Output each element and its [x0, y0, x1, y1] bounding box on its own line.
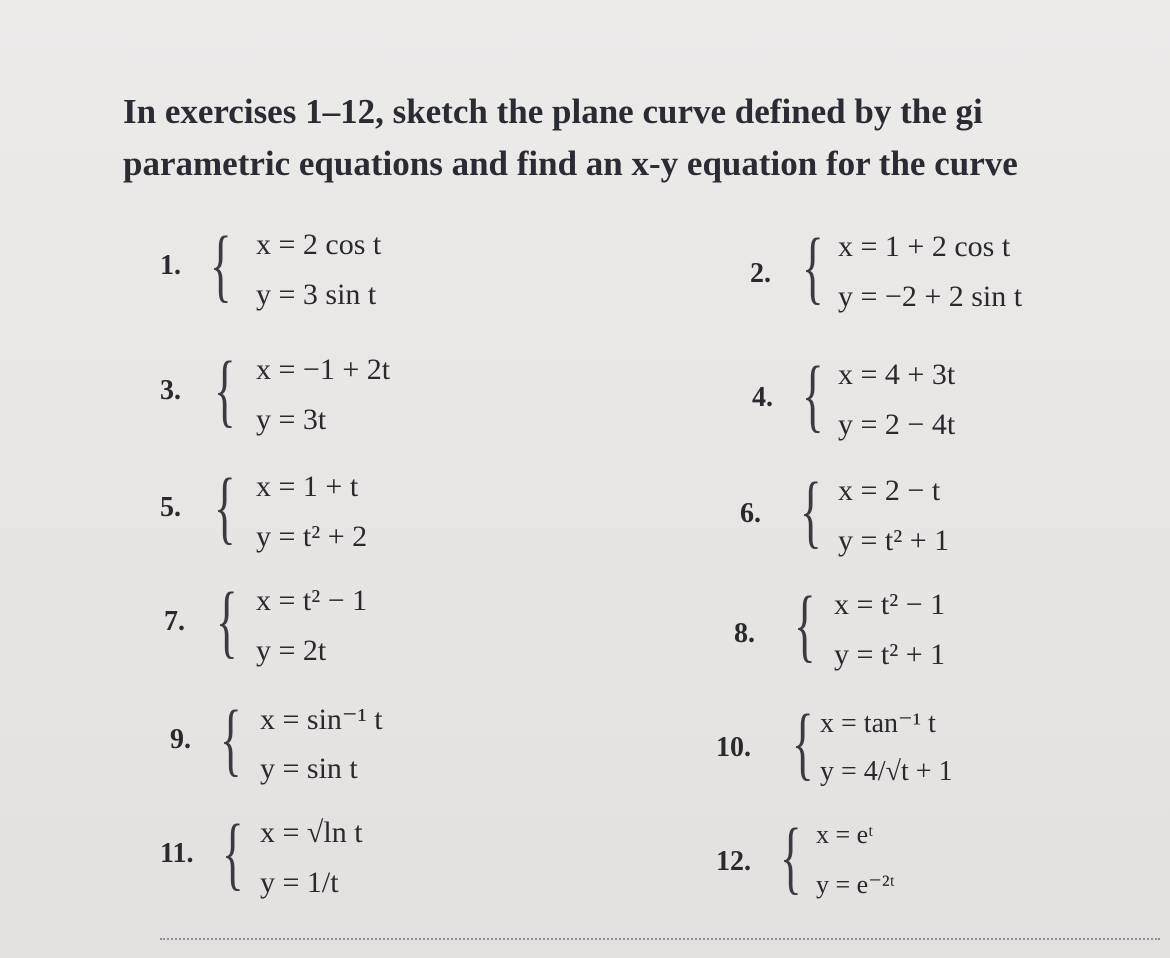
x-equation: x = sin⁻¹ t — [260, 703, 383, 736]
exercise-9 — [170, 693, 590, 792]
x-equation: x = tan⁻¹ t — [820, 708, 936, 739]
x-equation: x = 2 − t — [838, 474, 941, 507]
brace: { — [794, 579, 816, 670]
exercise-number: 7. — [164, 606, 185, 637]
exercise-number: 2. — [750, 258, 771, 289]
brace: { — [210, 219, 232, 310]
exercise-7 — [164, 575, 584, 674]
brace: { — [220, 693, 242, 784]
x-equation: x = 2 cos t — [256, 228, 382, 261]
brace: { — [792, 697, 814, 788]
exercise-number: 8. — [734, 618, 755, 649]
y-equation: y = −2 + 2 sin t — [838, 280, 1023, 313]
brace: { — [214, 461, 236, 552]
exercise-number: 10. — [716, 732, 751, 763]
instructions-line-1: In exercises 1–12, sketch the plane curve defined by the gi — [123, 92, 983, 131]
exercise-8 — [734, 579, 1154, 678]
exercise-number: 5. — [160, 492, 181, 523]
dotted-rule — [160, 938, 1160, 944]
exercise-10 — [716, 697, 1136, 796]
x-equation: x = √ln t — [260, 816, 363, 849]
y-equation: y = 2 − 4t — [838, 408, 956, 441]
exercise-number: 9. — [170, 724, 191, 755]
exercise-number: 4. — [752, 382, 773, 413]
brace: { — [800, 465, 822, 556]
x-equation: x = 1 + t — [256, 470, 359, 503]
y-equation: y = t² + 1 — [834, 638, 946, 671]
x-equation: x = 1 + 2 cos t — [838, 230, 1011, 263]
exercise-1 — [160, 219, 580, 318]
exercise-5 — [160, 461, 580, 560]
exercise-11 — [160, 807, 580, 906]
y-equation: y = sin t — [260, 752, 358, 785]
y-equation: y = t² + 1 — [838, 524, 950, 557]
exercise-3 — [160, 344, 580, 443]
y-equation: y = 3 sin t — [256, 278, 377, 311]
exercise-number: 3. — [160, 375, 181, 406]
exercise-number: 11. — [160, 838, 194, 869]
x-equation: x = −1 + 2t — [256, 353, 391, 386]
y-equation: y = 1/t — [260, 866, 339, 899]
exercise-number: 12. — [716, 846, 751, 877]
exercise-4 — [752, 349, 1170, 448]
y-equation: y = 2t — [256, 634, 327, 667]
exercise-instructions — [123, 86, 1170, 190]
exercise-6 — [740, 465, 1160, 564]
x-equation: x = t² − 1 — [834, 588, 946, 621]
y-equation: y = 3t — [256, 403, 327, 436]
brace: { — [222, 807, 244, 898]
exercise-12 — [716, 811, 1136, 910]
brace: { — [802, 349, 824, 440]
x-equation: x = t² − 1 — [256, 584, 368, 617]
brace: { — [216, 575, 238, 666]
x-equation: x = eᵗ — [816, 820, 874, 849]
y-equation: y = 4/√t + 1 — [820, 756, 953, 787]
exercise-2 — [750, 221, 1170, 320]
exercise-number: 1. — [160, 250, 181, 281]
brace: { — [214, 344, 236, 435]
brace: { — [802, 221, 824, 312]
y-equation: y = e⁻²ᵗ — [816, 870, 895, 899]
brace: { — [780, 811, 802, 902]
y-equation: y = t² + 2 — [256, 520, 368, 553]
instructions-line-2: parametric equations and find an x-y equation for the curve — [123, 144, 1018, 183]
exercise-number: 6. — [740, 498, 761, 529]
x-equation: x = 4 + 3t — [838, 358, 956, 391]
